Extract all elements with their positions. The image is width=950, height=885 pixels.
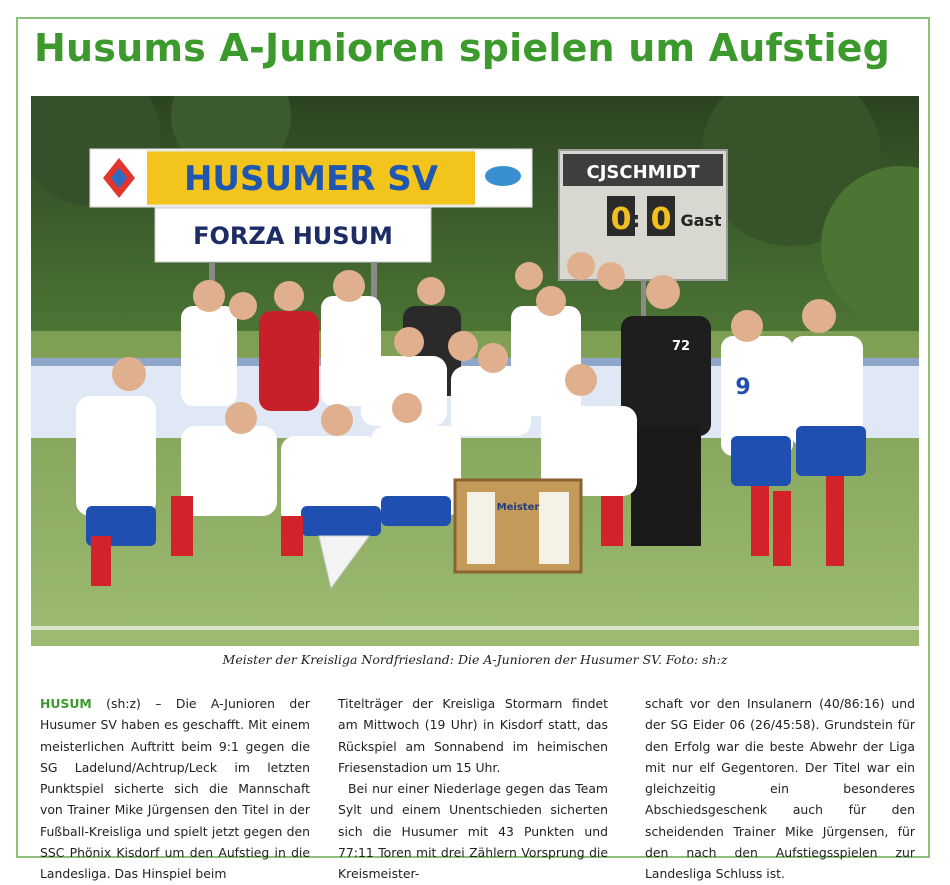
article-paragraph: [40, 693, 310, 885]
scoreboard-brand: CJSCHMIDT: [586, 162, 700, 183]
article-paragraph: Titelträger der Kreisliga Stormarn findet am Mittwoch (19 Uhr) in Kisdorf statt, das Rückspiel am Sonnabend im heimischen Friesenstadion um 15 Uhr.: [338, 696, 608, 775]
article-intro-text: (sh:z) – Die A-Junioren der Husumer SV haben es geschafft. Mit einem meisterlichen Auftritt beim 9:1 gegen die SG Ladelund/Achtrup/Leck im letzten Punktspiel sicherte sich die Mannschaft von Trainer Mike Jürgensen den Titel in der Fußball-Kreisliga und spielt jetzt gegen den SSC Phönix Kisdorf um den Aufstieg in die Landesliga. Das Hinspiel beim: [40, 696, 310, 882]
score-away: 0: [650, 202, 672, 237]
team-photo: [31, 96, 919, 646]
photo-caption: Meister der Kreisliga Nordfriesland: Die A-Junioren der Husumer SV. Foto: sh:z: [222, 652, 728, 667]
banner-main-text: HUSUMER SV: [183, 159, 439, 199]
article-column-2: [338, 693, 608, 885]
team-photo-illustration: [31, 96, 919, 646]
score-home: 0: [610, 202, 632, 237]
headline: Husums A-Junioren spielen um Aufstieg: [34, 26, 891, 70]
article-column-1: [40, 693, 310, 885]
article-paragraph: schaft vor den Insulanern (40/86:16) und der SG Eider 06 (26/45:58). Grundstein für den Erfolg war die beste Abwehr der Liga mit nur elf Gegentoren. Der Titel war ein gleichzeitig ein besonderes Abschiedsgeschenk auch für den scheidenden Trainer Mike Jürgensen, für den nach den Aufstiegsspielen zur Landesliga Schluss ist.: [645, 696, 915, 882]
article-paragraph: Bei nur einer Niederlage gegen das Team Sylt und einem Unentschieden sicherten sich die Husumer mit 43 Punkten und 77:11 Toren mit drei Zählern Vorsprung die Kreismeister-: [338, 781, 608, 882]
player-number: 9: [735, 375, 751, 400]
dateline: HUSUM: [40, 696, 92, 711]
coach-number: 72: [671, 339, 691, 354]
svg-text::: :: [631, 208, 641, 233]
banner-sub-text: FORZA HUSUM: [193, 222, 393, 250]
score-guest-label: Gast: [680, 211, 722, 230]
article-column-3: [645, 693, 915, 885]
trophy-board-label: Meister: [496, 502, 540, 513]
